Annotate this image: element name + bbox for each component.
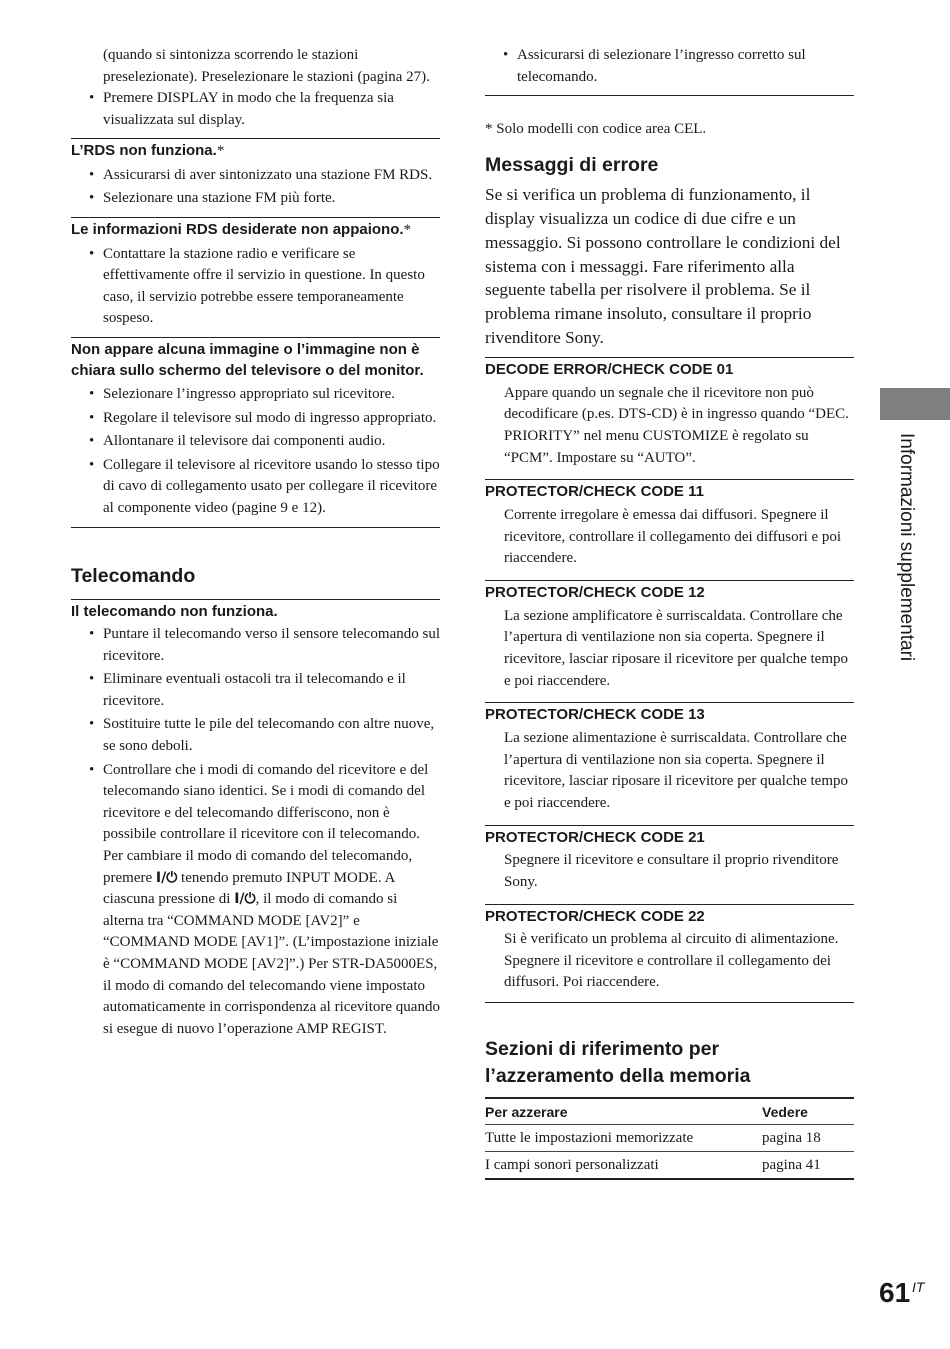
subheading-rds-info: Le informazioni RDS desiderate non appaiono.* (71, 217, 440, 242)
reference-table (485, 1097, 854, 1180)
divider (71, 527, 440, 528)
continued-text: Per cambiare il modo di comando del telecomando, premere I/⏻ tenendo premuto INPUT MODE. A ciascuna pressione di I/⏻, il modo di comando si alterna tra “COMMAND MODE [AV2]” e “COMMAND MODE [AV1]”. (L’impostazione iniziale è “COMMAND MODE [AV2]”.) Per STR-DA5000ES, il modo di comando del telecomando viene impostato automaticamente in corrispondenza al ricevitore quando si esegue di nuovo l’operazione AMP REGIST. (103, 847, 440, 1037)
continued-text: (quando si sintonizza scorrendo le stazioni preselezionate). Preselezionare le stazioni (pagina 27). (103, 47, 430, 85)
errors-intro: Se si verifica un problema di funzionamento, il display visualizza un codice di due cifre e un messaggio. Si possono controllare le condizioni del sistema con i messaggi. Fare riferimento alla seguente tabella per risolvere il problema. Se il problema rimane insoluto, consultare il proprio rivenditore Sony. (485, 184, 841, 348)
left-column (71, 45, 440, 1040)
section-title-memoria: Sezioni di riferimento per l’azzeramento della memoria (485, 1038, 751, 1088)
subheading-image: Non appare alcuna immagine o l’immagine non è chiara sullo schermo del televisore o del monitor. (71, 337, 440, 382)
table-row (485, 1152, 854, 1180)
section-title-telecomando: Telecomando (71, 564, 196, 587)
divider (485, 1002, 854, 1003)
error-desc: Spegnere il ricevitore e consultare il proprio rivenditore Sony. (504, 852, 839, 890)
table-header: Per azzerare (485, 1098, 762, 1125)
error-entry (485, 357, 854, 475)
table-row (485, 1125, 854, 1152)
right-column (485, 45, 854, 1180)
error-code: PROTECTOR/CHECK CODE 13 (485, 706, 705, 724)
error-code: DECODE ERROR/CHECK CODE 01 (485, 361, 734, 379)
list-item: • Selezionare una stazione FM più forte. (89, 190, 336, 207)
list-item: • Regolare il televisore sul modo di ingresso appropriato. (89, 409, 437, 426)
error-entry (485, 479, 854, 576)
error-entry (485, 825, 854, 900)
list-item: • Controllare che i modi di comando del ricevitore e del telecomando siano identici. Se i modi di comando del ricevitore e del telecomando differiscono, non è possibile controllare il ricevitore con il telecomando. (89, 761, 429, 843)
list-item: • Collegare il televisore al ricevitore usando lo stesso tipo di cavo di collegamento usato per collegare il ricevitore al componente video (pagine 9 e 12). (89, 456, 440, 516)
subheading-rds: L’RDS non funziona.* (71, 138, 440, 163)
error-entry (485, 580, 854, 698)
section-title-errori: Messaggi di errore (485, 153, 659, 176)
error-code: PROTECTOR/CHECK CODE 12 (485, 584, 705, 602)
error-desc: Corrente irregolare è emessa dai diffusori. Spegnere il ricevitore, controllare il collegamento dei diffusori e poi riaccendere. (504, 506, 842, 567)
error-desc: La sezione amplificatore è surriscaldata. Controllare che l’apertura di ventilazione non sia coperta. Spegnere il ricevitore, lasciar riposare il ricevitore per qualche tempo e poi riaccendere. (504, 607, 849, 689)
error-code: PROTECTOR/CHECK CODE 11 (485, 483, 704, 501)
list-item: • Contattare la stazione radio e verificare se effettivamente offre il servizio in questione. In questo caso, il servizio potrebbe essere temporaneamente sospeso. (89, 245, 425, 327)
list-item: • Assicurarsi di aver sintonizzato una stazione FM RDS. (89, 166, 433, 183)
page-number-suffix: IT (912, 1279, 925, 1295)
table-cell: I campi sonori personalizzati (485, 1152, 762, 1180)
error-code: PROTECTOR/CHECK CODE 21 (485, 828, 705, 846)
subheading-remote: Il telecomando non funziona. (71, 599, 440, 623)
table-cell: pagina 41 (762, 1152, 854, 1180)
table-cell: Tutte le impostazioni memorizzate (485, 1125, 762, 1152)
error-desc: Si è verificato un problema al circuito di alimentazione. Spegnere il ricevitore e controllare il collegamento dei diffusori. Poi riaccendere. (504, 931, 839, 991)
list-item: • Selezionare l’ingresso appropriato sul ricevitore. (89, 385, 395, 402)
table-cell: pagina 18 (762, 1125, 854, 1152)
error-entry (485, 904, 854, 1001)
error-desc: Appare quando un segnale che il ricevitore non può decodificare (p.es. DTS-CD) è in ingresso quando “DEC. PRIORITY” nel menu CUSTOMIZE è regolato su “PCM”. Impostare su “AUTO”. (504, 384, 849, 466)
power-icon: I/⏻ (234, 891, 256, 908)
page-number: 61 (879, 1277, 911, 1308)
list-item: • Eliminare eventuali ostacoli tra il telecomando e il ricevitore. (89, 671, 406, 709)
list-item: • Puntare il telecomando verso il sensore telecomando sul ricevitore. (89, 626, 440, 664)
error-entry (485, 702, 854, 820)
list-item: • Premere DISPLAY in modo che la frequenza sia visualizzata sul display. (89, 90, 394, 128)
power-icon: I/⏻ (155, 869, 178, 886)
list-item: • Assicurarsi di selezionare l’ingresso corretto sul telecomando. (503, 47, 806, 85)
error-code: PROTECTOR/CHECK CODE 22 (485, 907, 705, 925)
side-tab-label: Informazioni supplementari (896, 433, 917, 662)
list-item: • Sostituire tutte le pile del telecomando con altre nuove, se sono deboli. (89, 716, 435, 754)
error-desc: La sezione alimentazione è surriscaldata. Controllare che l’apertura di ventilazione non sia coperta. Spegnere il ricevitore, lasciar riposare il ricevitore per qualche tempo e poi riaccendere. (504, 729, 849, 811)
section-tab-marker (880, 388, 950, 420)
divider (485, 95, 854, 96)
list-item: • Allontanare il televisore dai componenti audio. (89, 433, 386, 450)
footnote: * Solo modelli con codice area CEL. (485, 121, 707, 138)
table-header: Vedere (762, 1098, 854, 1125)
